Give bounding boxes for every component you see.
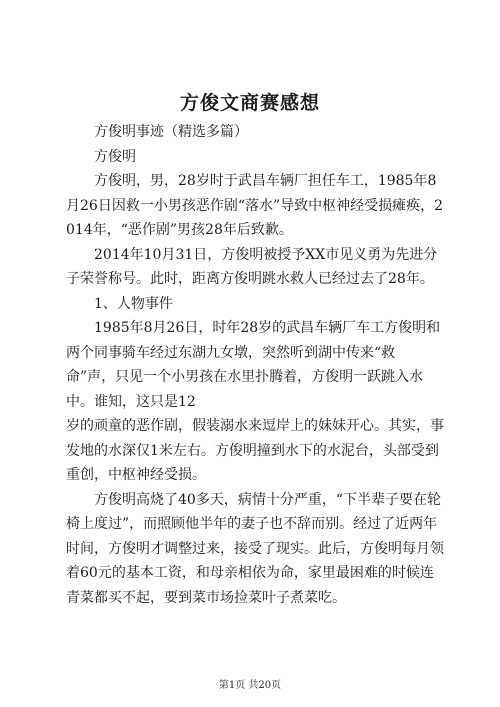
page-footer: 第1页 共20页 [218, 680, 282, 691]
paragraph-honor: 2014年10月31日，方俊明被授予XX市见义勇为先进分子荣誉称号。此时，距离方俊明跳水救人已经过去了28年。 [66, 246, 438, 287]
section-heading: 1、人物事件 [94, 295, 173, 312]
paragraph-event: 1985年8月26日，时年28岁的武昌车辆厂车工方俊明和两个同事骑车经过东湖九女墩，突然听到湖中传来“救命”声，只见一个小男孩在水里扑腾着，方俊明一跃跳入水中。谁知，这只是12 [66, 320, 441, 410]
paragraph-event-continued: 岁的顽童的恶作剧，假装溺水来逗岸上的妹妹开心。其实，事发地的水深仅1米左右。方俊明撞到水下的水泥台，头部受到重创，中枢神经受损。 [66, 418, 444, 483]
document-title: 方俊文商赛感想 [179, 92, 320, 114]
document-body [66, 120, 444, 610]
paragraph-name: 方俊明 [94, 148, 136, 165]
paragraph-intro: 方俊明，男，28岁时于武昌车辆厂担任车工，1985年8月26日因救一小男孩恶作剧“落水”导致中枢神经受损瘫痪，2014年，“恶作剧”男孩28年后致歉。 [66, 173, 444, 238]
paragraph-aftermath: 方俊明高烧了40多天，病情十分严重，“下半辈子要在轮椅上度过”，而照顾他半年的妻子也不辞而别。经过了近两年时间，方俊明才调整过来，接受了现实。此后，方俊明每月领着60元的基本工资，和母亲相依为命，家里最困难的时候连青菜都买不起，要到菜市场捡菜叶子煮菜吃。 [66, 491, 444, 606]
paragraph-subtitle: 方俊明事迹（精选多篇） [94, 124, 248, 140]
